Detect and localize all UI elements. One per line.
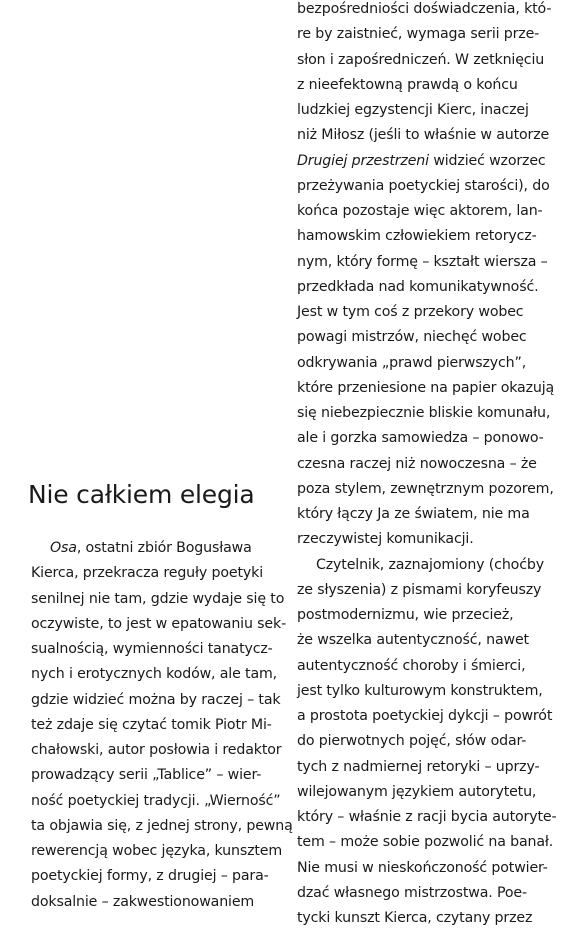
line-text: dzać własnego mistrzostwa. Poe-	[297, 884, 527, 901]
line-text: oczywiste, to jest w epatowaniu sek-	[31, 615, 287, 632]
line-text: doksalnie – zakwestionowaniem	[31, 893, 255, 910]
text-line	[297, 275, 547, 300]
line-text: Jest w tym coś z przekory wobec	[297, 304, 524, 320]
text-line	[297, 325, 547, 350]
line-text: do pierwotnych pojęć, słów odar-	[297, 733, 527, 750]
italic-title-text: Drugiej przestrzeni	[297, 152, 429, 169]
text-line	[297, 401, 551, 426]
text-line	[31, 864, 281, 889]
line-text: który łączy Ja ze światem, nie ma	[297, 506, 530, 522]
text-line	[297, 224, 547, 249]
text-line	[297, 300, 547, 325]
line-text: z nieefektowną prawdą o końcu	[297, 76, 518, 93]
right-column	[297, 0, 557, 931]
line-text: prowadzący serii „Tablice” – wier-	[31, 767, 262, 784]
line-text: poetyckiej formy, z drugiej – para-	[31, 868, 269, 885]
line-text: , ostatni zbiór Bogusława	[76, 540, 252, 556]
line-text: gdzie widzieć można by raczej – tak	[31, 691, 281, 708]
article-title: Nie całkiem elegia	[28, 480, 255, 509]
line-text: ność poetyckiej tradycji. „Wierność”	[31, 792, 281, 809]
text-line	[297, 502, 547, 527]
text-line	[297, 527, 547, 552]
text-line	[297, 628, 547, 653]
line-text: czesna raczej niż nowoczesna – że	[297, 455, 537, 472]
line-text: ale i gorzka samowiedza – ponowo-	[297, 430, 544, 447]
text-line	[297, 679, 547, 704]
line-text: przeżywania poetyckiej starości), do	[297, 177, 550, 194]
line-text: że wszelka autentyczność, nawet	[297, 632, 529, 649]
line-text: jest tylko kulturowym konstruktem,	[297, 682, 543, 699]
text-line	[297, 805, 557, 830]
line-text: który – właśnie z racji bycia autoryte-	[297, 809, 557, 825]
text-line	[297, 199, 547, 224]
line-text: autentyczność choroby i śmierci,	[297, 657, 526, 674]
text-line	[31, 662, 281, 687]
line-text: ta objawia się, z jednej strony, pewną	[31, 817, 293, 834]
text-line	[297, 351, 547, 376]
line-text: które przeniesione na papier okazują	[297, 379, 555, 396]
italic-title-text: Osa	[50, 540, 77, 556]
line-text: tycki kunszt Kierca, czytany przez	[297, 910, 533, 926]
text-line	[31, 587, 285, 612]
text-line	[31, 890, 281, 915]
line-text: tych z nadmiernej retoryki – uprzy-	[297, 758, 540, 775]
line-text: ze słyszenia) z pismami koryfeuszy	[297, 581, 542, 598]
text-line	[31, 561, 281, 586]
line-text: widzieć wzorzec	[428, 152, 546, 169]
line-text: końca pozostaje więc aktorem, lan-	[297, 203, 543, 219]
line-text: przedkłada nad komunikatywność.	[297, 278, 539, 295]
text-line	[297, 123, 550, 148]
text-line	[297, 830, 554, 855]
text-line	[297, 73, 547, 98]
line-text: powagi mistrzów, niechęć wobec	[297, 329, 527, 346]
line-text: chałowski, autor posłowia i redaktor	[31, 742, 282, 758]
line-text: rzeczywistej komunikacji.	[297, 531, 474, 548]
line-text: się niebezpiecznie bliskie komunału,	[297, 405, 551, 421]
text-line	[297, 906, 547, 931]
line-text: nych i erotycznych kodów, ale tam,	[31, 666, 278, 683]
text-line	[297, 603, 547, 628]
line-text: sualnością, wymienności tanatycz-	[31, 641, 273, 657]
text-line	[297, 881, 547, 906]
text-line	[31, 637, 281, 662]
text-line	[297, 856, 547, 881]
line-text: re by zaistnieć, wymaga serii prze-	[297, 26, 540, 43]
text-line	[297, 376, 555, 401]
text-line	[297, 98, 547, 123]
line-text: też zdaje się czytać tomik Piotr Mi-	[31, 716, 272, 733]
text-line	[297, 452, 547, 477]
text-line	[297, 755, 547, 780]
line-text: Nie musi w nieskończoność potwier-	[297, 859, 548, 876]
line-text: senilnej nie tam, gdzie wydaje się to	[31, 590, 285, 607]
line-text: ludzkiej egzystencji Kierc, inaczej	[297, 102, 529, 118]
text-line	[31, 536, 281, 561]
text-line	[297, 553, 547, 578]
text-line	[297, 477, 554, 502]
line-text: Czytelnik, zaznajomiony (choćby	[316, 556, 544, 573]
line-text: wilejowanym językiem autorytetu,	[297, 783, 537, 800]
line-text: bezpośredniości doświadczenia, któ-	[297, 1, 552, 17]
line-text: poza stylem, zewnętrznym pozorem,	[297, 480, 554, 497]
text-line	[297, 729, 547, 754]
line-text: tem – może sobie pozwolić na banał.	[297, 834, 554, 851]
text-line	[31, 688, 281, 713]
line-text: Kierca, przekracza reguły poetyki	[31, 565, 263, 582]
text-line	[31, 789, 281, 814]
text-line	[31, 763, 281, 788]
line-text: niż Miłosz (jeśli to właśnie w autorze	[297, 127, 550, 144]
text-line	[297, 48, 547, 73]
line-text: słon i zapośredniczeń. W zetknięciu	[297, 51, 545, 68]
text-line	[31, 839, 281, 864]
text-line	[31, 713, 281, 738]
line-text: a prostota poetyckiej dykcji – powrót	[297, 708, 553, 724]
text-line	[297, 250, 547, 275]
text-line	[297, 780, 547, 805]
text-line	[31, 612, 287, 637]
line-text: odkrywania „prawd pierwszych”,	[297, 354, 527, 371]
line-text: rewerencją wobec języka, kunsztem	[31, 843, 283, 859]
text-line	[297, 704, 553, 729]
line-text: postmodernizmu, wie przecież,	[297, 607, 514, 623]
line-text: hamowskim człowiekiem retorycz-	[297, 228, 537, 245]
text-line	[297, 654, 547, 679]
text-line	[31, 738, 281, 763]
text-line	[297, 149, 547, 174]
line-text: nym, który formę – kształt wiersza –	[297, 253, 548, 270]
text-line	[297, 174, 550, 199]
text-line	[297, 426, 547, 451]
text-line	[31, 814, 293, 839]
text-line	[297, 578, 547, 603]
text-line	[297, 0, 552, 22]
left-column	[31, 536, 293, 915]
text-line	[297, 22, 547, 47]
